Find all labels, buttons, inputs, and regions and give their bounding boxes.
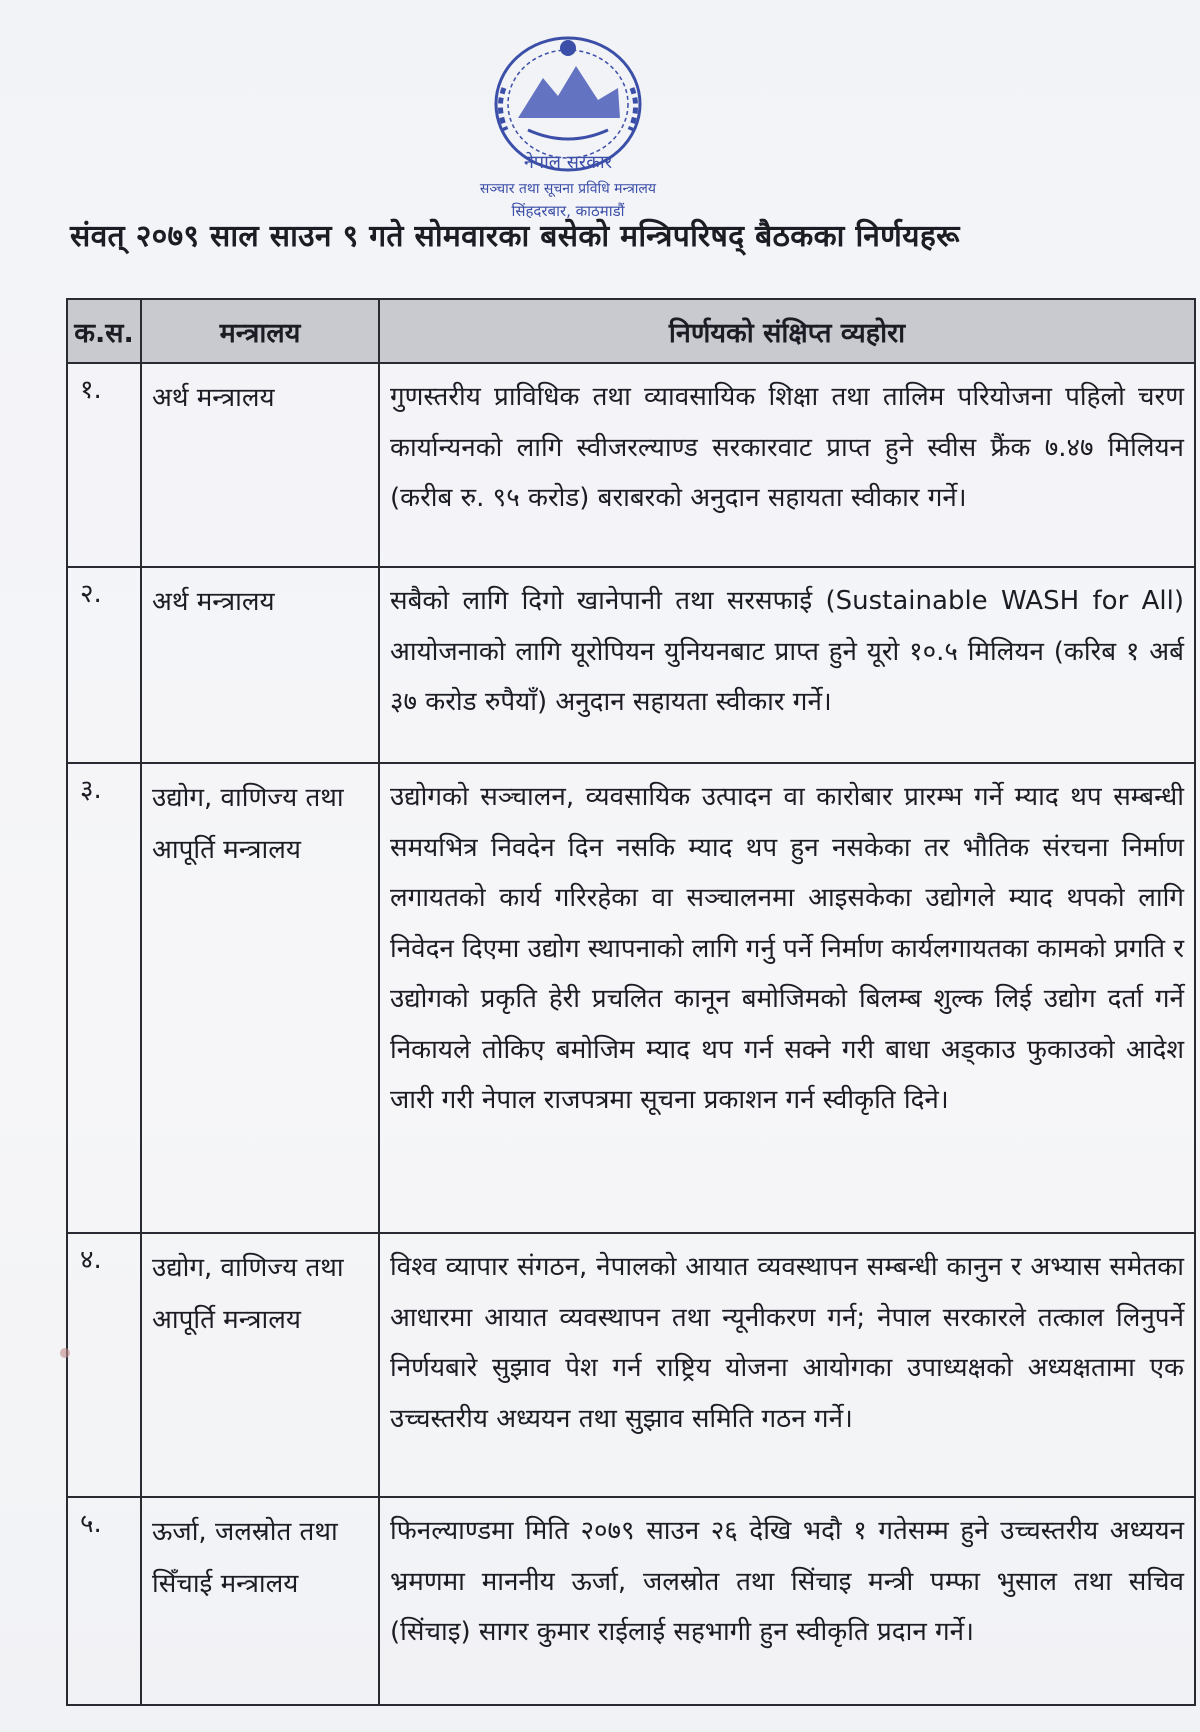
ministry-line: उद्योग, वाणिज्य तथा bbox=[152, 1253, 344, 1283]
header-ministry: मन्त्रालय bbox=[141, 299, 379, 363]
table-row bbox=[67, 363, 1195, 567]
ministry-line: उद्योग, वाणिज्य तथा bbox=[152, 783, 344, 813]
row-ministry bbox=[141, 363, 379, 567]
ministry-line: अर्थ मन्त्रालय bbox=[152, 383, 275, 413]
row-sn: ५. bbox=[67, 1497, 141, 1705]
seal-text-top: नेपाल सरकार bbox=[523, 152, 613, 173]
page-title: संवत् २०७९ साल साउन ९ गते सोमवारका बसेको मन्त्रिपरिषद् बैठकका निर्णयहरू bbox=[70, 219, 960, 254]
row-ministry bbox=[141, 1497, 379, 1705]
row-ministry bbox=[141, 567, 379, 763]
row-sn: १. bbox=[67, 363, 141, 567]
table-row bbox=[67, 567, 1195, 763]
decisions-table bbox=[66, 298, 1196, 1706]
row-decision: उद्योगको सञ्चालन, व्यवसायिक उत्पादन वा कारोबार प्रारम्भ गर्ने म्याद थप सम्बन्धी समयभित्र निवदेन दिन नसकि म्याद थप हुन नसकेका तर भौतिक संरचना निर्माण लगायतको कार्य गरिरहेका वा सञ्चालनमा आइसकेका उद्योगले म्याद थपको लागि निवेदन दिएमा उद्योग स्थापनाको लागि गर्नु पर्ने निर्माण कार्यलगायतका कामको प्रगति र उद्योगको प्रकृति हेरी प्रचलित कानून बमोजिमको बिलम्ब शुल्क लिई उद्योग दर्ता गर्ने निकायले तोकिए बमोजिम म्याद थप गर्न सक्ने गरी बाधा अड्काउ फुकाउको आदेश जारी गरी नेपाल राजपत्रमा सूचना प्रकाशन गर्न स्वीकृति दिने। bbox=[379, 763, 1195, 1233]
row-sn: ४. bbox=[67, 1233, 141, 1497]
row-ministry bbox=[141, 1233, 379, 1497]
row-ministry bbox=[141, 763, 379, 1233]
seal-text-bottom: सिंहदरबार, काठमाडौं bbox=[511, 202, 625, 220]
ministry-line: ऊर्जा, जलस्रोत तथा bbox=[152, 1517, 338, 1547]
table-row bbox=[67, 1497, 1195, 1705]
header-sn: क.स. bbox=[67, 299, 141, 363]
row-decision: फिनल्याण्डमा मिति २०७९ साउन २६ देखि भदौ १ गतेसम्म हुने उच्चस्तरीय अध्ययन भ्रमणमा माननीय ऊर्जा, जलस्रोत तथा सिंचाइ मन्त्री पम्फा भुसाल तथा सचिव (सिंचाइ) सागर कुमार राईलाई सहभागी हुन स्वीकृति प्रदान गर्ने। bbox=[379, 1497, 1195, 1705]
ministry-line: आपूर्ति मन्त्रालय bbox=[152, 1305, 301, 1335]
ministry-line: आपूर्ति मन्त्रालय bbox=[152, 835, 301, 865]
paper-stain bbox=[60, 1348, 70, 1358]
table-row bbox=[67, 1233, 1195, 1497]
row-decision: सबैको लागि दिगो खानेपानी तथा सरसफाई (Sustainable WASH for All) आयोजनाको लागि यूरोपियन युनियनबाट प्राप्त हुने यूरो १०.५ मिलियन (करिब १ अर्ब ३७ करोड रुपैयाँ) अनुदान सहायता स्वीकार गर्ने। bbox=[379, 567, 1195, 763]
header-decision: निर्णयको संक्षिप्त व्यहोरा bbox=[379, 299, 1195, 363]
row-decision: विश्व व्यापार संगठन, नेपालको आयात व्यवस्थापन सम्बन्धी कानुन र अभ्यास समेतका आधारमा आयात व्यवस्थापन तथा न्यूनीकरण गर्न; नेपाल सरकारले तत्काल लिनुपर्ने निर्णयबारे सुझाव पेश गर्न राष्ट्रिय योजना आयोगका उपाध्यक्षको अध्यक्षतामा एक उच्चस्तरीय अध्ययन तथा सुझाव समिति गठन गर्ने। bbox=[379, 1233, 1195, 1497]
table-row bbox=[67, 763, 1195, 1233]
table-header-row bbox=[67, 299, 1195, 363]
seal-text-ring: सञ्चार तथा सूचना प्रविधि मन्त्रालय bbox=[479, 181, 657, 197]
ministry-line: अर्थ मन्त्रालय bbox=[152, 587, 275, 617]
ministry-line: सिँचाई मन्त्रालय bbox=[152, 1569, 299, 1599]
government-seal-icon bbox=[448, 18, 688, 228]
row-sn: ३. bbox=[67, 763, 141, 1233]
row-sn: २. bbox=[67, 567, 141, 763]
row-decision: गुणस्तरीय प्राविधिक तथा व्यावसायिक शिक्षा तथा तालिम परियोजना पहिलो चरण कार्यान्यनको लागि स्वीजरल्याण्ड सरकारवाट प्राप्त हुने स्वीस फ्रैंक ७.४७ मिलियन (करीब रु. ९५ करोड) बराबरको अनुदान सहायता स्वीकार गर्ने। bbox=[379, 363, 1195, 567]
